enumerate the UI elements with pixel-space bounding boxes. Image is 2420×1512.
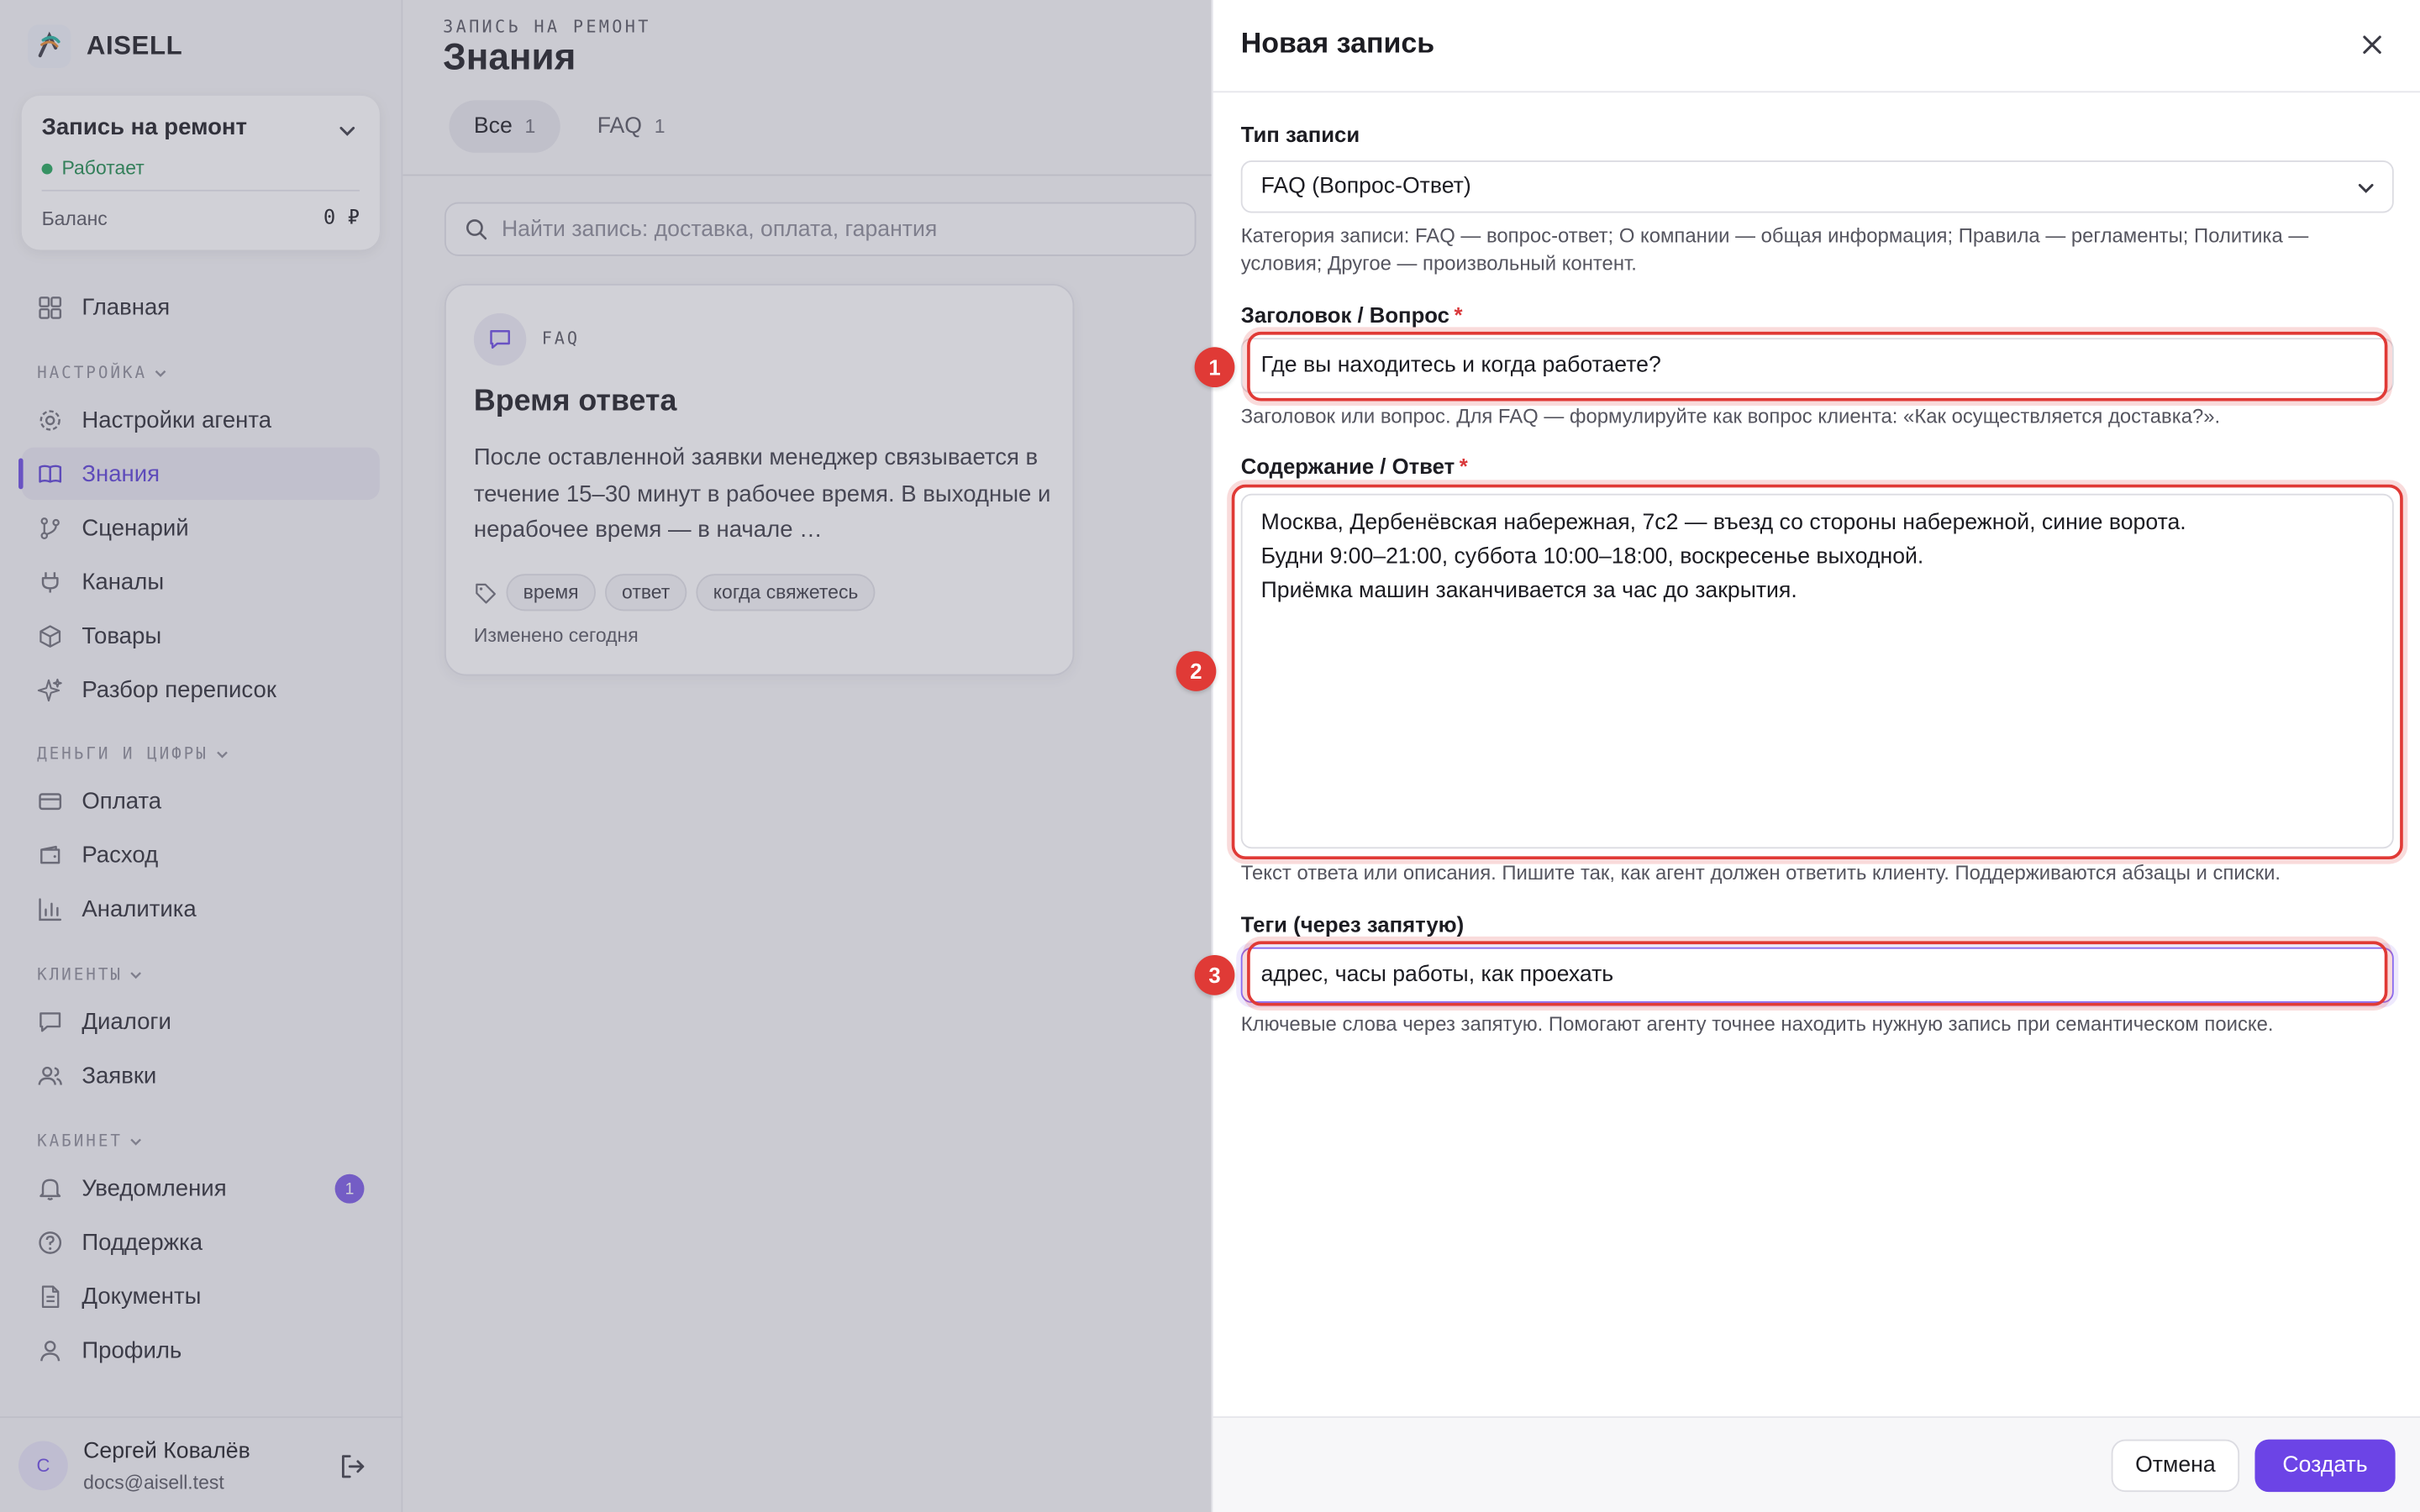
- card-body: После оставленной заявки менеджер связывается в течение 15–30 минут в рабочее время. В выходные и нерабочее время — в начале …: [473, 444, 1051, 543]
- sidebar-item-label: Диалоги: [82, 1008, 171, 1035]
- tab-label: FAQ: [597, 113, 643, 139]
- type-select-value: FAQ (Вопрос-Ответ): [1260, 174, 1471, 199]
- brand-name: AISELL: [86, 30, 183, 60]
- type-hint: Категория записи: FAQ — вопрос-ответ; О компании — общая информация; Правила — регламенты; Политика — условия; Другое — произвольный контент.: [1240, 223, 2309, 275]
- tab-count: 1: [524, 115, 536, 138]
- annotation-highlight-title: [1247, 332, 2387, 402]
- title-label-text: Заголовок / Вопрос: [1240, 302, 1449, 328]
- title-hint: Заголовок или вопрос. Для FAQ — формулируйте как вопрос клиента: «Как осуществляется доставка?».: [1240, 404, 2221, 428]
- tags-hint: Ключевые слова через запятую. Помогают агенту точнее находить нужную запись при семантическом поиске.: [1240, 1011, 2274, 1036]
- card-title: Время ответа: [473, 384, 677, 418]
- balance-label: Баланс: [41, 207, 108, 230]
- type-select[interactable]: [1241, 160, 2394, 213]
- sidebar-item-label: Расход: [82, 841, 159, 869]
- user-email: docs@aisell.test: [83, 1472, 224, 1494]
- section-label-text: ДЕНЬГИ И ЦИФРЫ: [37, 745, 208, 764]
- drawer-title: Новая запись: [1240, 26, 1435, 59]
- required-mark: *: [1459, 454, 1468, 479]
- content-label: [1241, 454, 1468, 478]
- card-updated: Изменено сегодня: [473, 624, 639, 647]
- sidebar-item-label: Товары: [82, 622, 162, 649]
- content-hint: Текст ответа или описания. Пишите так, как агент должен ответить клиенту. Поддерживаются абзацы и списки.: [1240, 860, 2281, 885]
- required-mark: *: [1454, 302, 1463, 328]
- cancel-button[interactable]: Отмена: [2112, 1440, 2239, 1492]
- tag-chip: время: [506, 574, 595, 611]
- tab-label: Все: [473, 113, 513, 139]
- close-icon[interactable]: [2357, 29, 2388, 60]
- sidebar-item-label: Разбор переписок: [82, 676, 276, 703]
- avatar[interactable]: С: [18, 1441, 68, 1491]
- sidebar-item-label: Знания: [82, 460, 160, 487]
- title-input[interactable]: Где вы находитесь и когда работаете?: [1241, 338, 2394, 393]
- card-type: FAQ: [541, 328, 581, 349]
- type-label: Тип записи: [1240, 122, 1360, 147]
- sidebar-item-label: Настройки агента: [82, 406, 272, 433]
- tag-chip: ответ: [605, 574, 687, 611]
- create-button[interactable]: Создать: [2254, 1440, 2395, 1492]
- title-label: [1241, 302, 1463, 327]
- sidebar-item-label: Поддержка: [82, 1228, 203, 1256]
- tags-label: Теги (через запятую): [1240, 911, 1465, 937]
- sidebar-item-label: Аналитика: [82, 895, 197, 922]
- new-entry-drawer: [1190, 0, 2420, 1512]
- annotation-marker: 3: [1195, 955, 1235, 995]
- sidebar-item-label: Уведомления: [82, 1174, 227, 1201]
- user-name: Сергей Ковалёв: [83, 1439, 250, 1465]
- breadcrumb: ЗАПИСЬ НА РЕМОНТ: [443, 17, 651, 38]
- section-label-text: НАСТРОЙКА: [37, 364, 148, 383]
- annotation-marker: 1: [1195, 347, 1235, 387]
- sidebar-item-label: Каналы: [82, 568, 165, 596]
- sidebar-item-label: Заявки: [82, 1062, 157, 1089]
- workspace-title: Запись на ремонт: [41, 113, 248, 141]
- tags-input[interactable]: адрес, часы работы, как проехать: [1241, 948, 2394, 1003]
- drawer-footer: [1213, 1416, 2420, 1512]
- annotation-marker: 2: [1176, 651, 1217, 691]
- sidebar-item-label: Главная: [82, 293, 171, 321]
- tag-chip: когда свяжетесь: [697, 574, 876, 611]
- sidebar-item-label: Документы: [82, 1283, 202, 1310]
- chevron-down-icon: [2355, 177, 2377, 199]
- sidebar-item-label: Оплата: [82, 787, 162, 814]
- content-label-text: Содержание / Ответ: [1240, 454, 1455, 479]
- workspace-status-text: Работает: [61, 157, 145, 180]
- content-textarea[interactable]: Москва, Дербенёвская набережная, 7с2 — въезд со стороны набережной, синие ворота. Будни 9:00–21:00, суббота 10:00–18:00, воскресенье выходной. Приёмка машин заканчивается за час до закрытия.: [1241, 494, 2394, 848]
- sidebar-item-label: Сценарий: [82, 514, 189, 541]
- notification-badge: 1: [335, 1174, 365, 1204]
- tab-count: 1: [654, 115, 666, 138]
- drawer-divider: [1213, 91, 2420, 92]
- balance-value: 0 ₽: [323, 207, 360, 230]
- section-label-text: КАБИНЕТ: [37, 1132, 123, 1152]
- annotation-highlight-content: [1232, 485, 2403, 859]
- section-label-text: КЛИЕНТЫ: [37, 965, 123, 984]
- sidebar-item-label: Профиль: [82, 1336, 182, 1363]
- annotation-highlight-tags: [1247, 941, 2387, 1005]
- page-title: Знания: [443, 37, 576, 79]
